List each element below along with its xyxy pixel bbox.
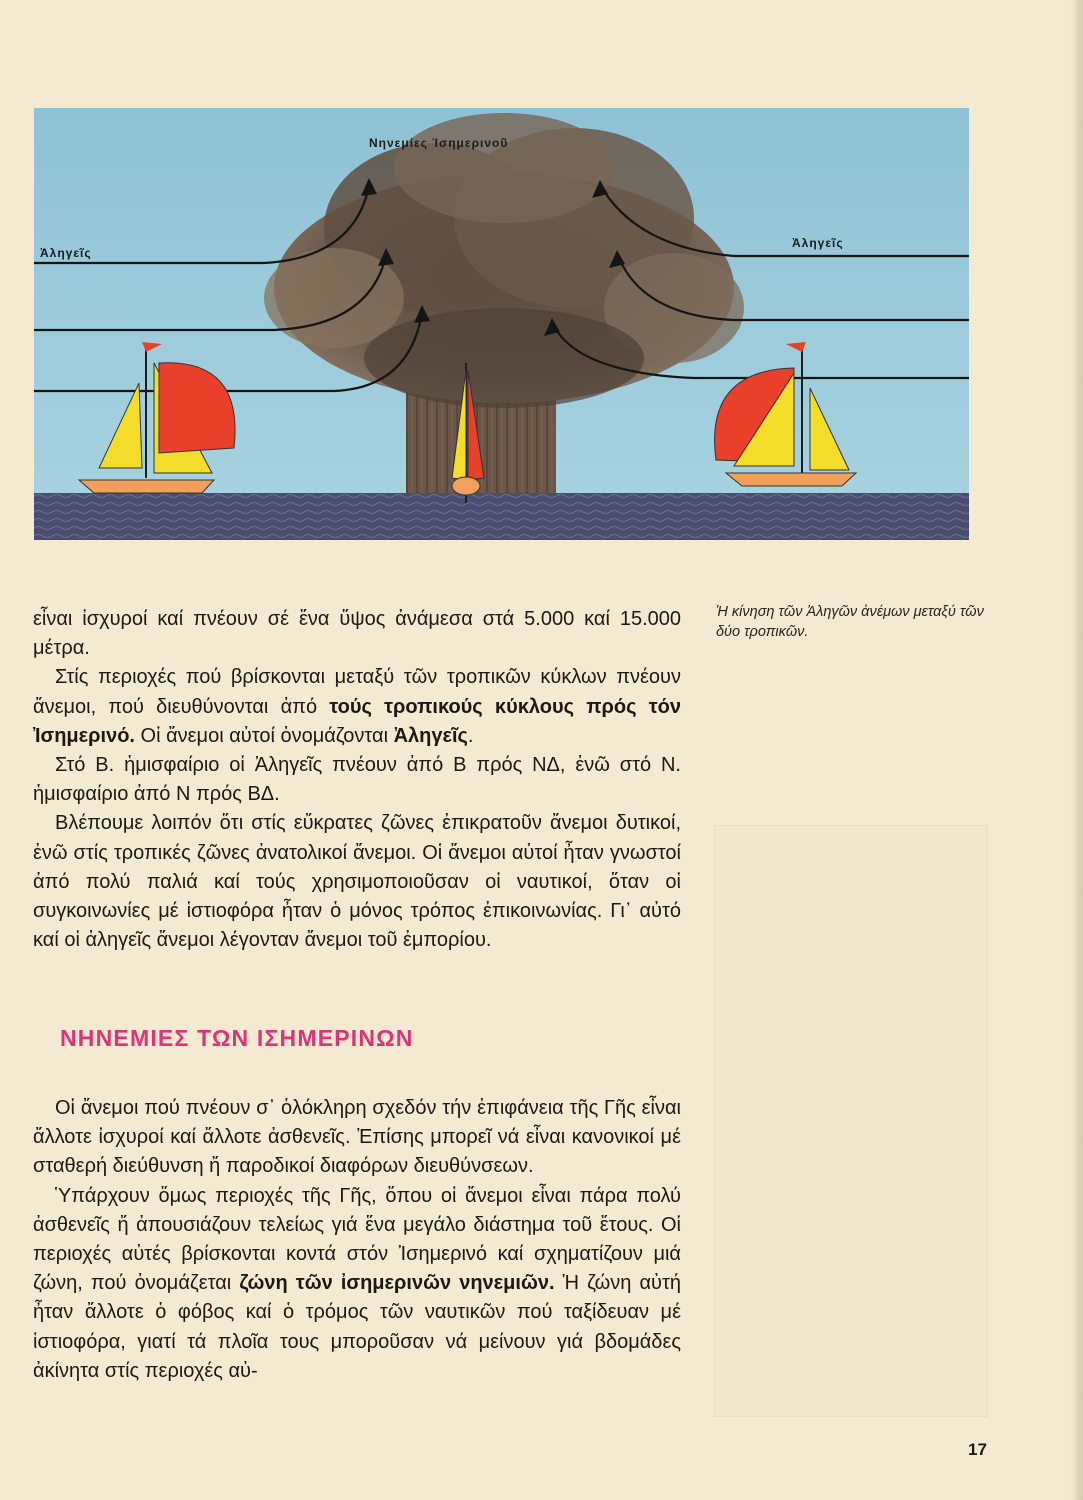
label-trade-winds-left: Ἀληγεῖς <box>40 246 92 260</box>
paragraph: Στό Β. ἡμισφαίριο οἱ Ἀληγεῖς πνέουν ἀπό Β πρός ΝΔ, ἐνῶ στό Ν. ἡμισφαίριο ἀπό Ν πρός ΒΔ. <box>33 754 681 806</box>
text-run: Στίς περιοχές πού βρίσκονται μεταξύ τῶν τροπικῶν κύκλων πνέουν ἄνεμοι, πού διευθύνονται ἀπό <box>33 666 681 718</box>
text-run: Ὑπάρχουν ὅμως περιοχές τῆς Γῆς, ὅπου οἱ ἄνεμοι εἶναι πάρα πολύ ἀσθενεῖς ἤ ἀπουσιάζουν τελείως γιά ἕνα μεγάλο διάστημα τοῦ ἔτους. Οἱ περιοχές αὐτές βρίσκονται κοντά στόν Ἰσημερινό καί σχηματίζουν μιά ζώνη, πού ὀνομάζεται <box>33 1184 681 1295</box>
emphasis-term: ζώνη τῶν ἰσημερινῶν νηνεμιῶν. <box>239 1272 555 1295</box>
page-number: 17 <box>968 1440 987 1459</box>
paragraph-calm-zone <box>33 1182 681 1386</box>
text-run: . <box>467 724 474 747</box>
paragraph: Βλέπουμε λοιπόν ὅτι στίς εὔκρατες ζῶνες ἐπικρατοῦν ἄνεμοι δυτικοί, ἐνῶ στίς τροπικές ζῶνες ἀνατολικοί ἄνεμοι. Οἱ ἄνεμοι αὐτοί ἦταν γνωστοί ἀπό πολύ παλιά καί τούς χρησιμοποιοῦσαν οἱ ναυτικοί, ὅταν οἱ συγκοινωνίες μέ ἱστιοφόρα ἦταν ὁ μόνος τρόπος ἐπικοινωνίας. Γι᾿ αὐτό καί οἱ ἀληγεῖς ἄνεμοι λέγονταν ἄνεμοι τοῦ ἐμπορίου. <box>33 812 681 952</box>
paragraph: εἶναι ἰσχυροί καί πνέουν σέ ἕνα ὕψος ἀνάμεσα στά 5.000 καί 15.000 μέτρα. <box>33 608 681 660</box>
text-run: Ἡ ζώνη αὐτή ἦταν ἄλλοτε ὁ φόβος καί ὁ τρόμος τῶν ναυτικῶν πού ταξίδευαν μέ ἱστιοφόρα, γιατί τά πλοῖα τους μποροῦσαν νά μείνουν γιά βδομάδες ἀκίνητα στίς περιοχές αὐ- <box>33 1272 682 1382</box>
sea <box>34 493 969 540</box>
paragraph-trade-winds-definition <box>33 663 681 751</box>
section-heading: ΝΗΝΕΜΙΕΣ ΤΩΝ ΙΣΗΜΕΡΙΝΩΝ <box>60 1025 414 1051</box>
label-trade-winds-right: Ἀληγεῖς <box>792 236 844 250</box>
emphasis-term: Ἀληγεῖς <box>393 724 468 747</box>
paragraph: Οἱ ἄνεμοι πού πνέουν σ᾿ ὁλόκληρη σχεδόν τήν ἐπιφάνεια τῆς Γῆς εἶναι ἄλλοτε ἰσχυροί καί ἄλλοτε ἀσθενεῖς. Ἐπίσης μπορεῖ νά εἶναι κανονικοί μέ σταθερή διεύθυνση ἤ παροδικοί διαφόρων διευθύνσεων. <box>33 1097 681 1178</box>
body-text-block-2 <box>33 1094 681 1386</box>
faint-show-through-box <box>714 825 988 1417</box>
trade-winds-illustration <box>34 108 969 540</box>
label-equatorial-calms: Νηνεμίες Ίσημερινοῦ <box>369 136 509 150</box>
text-run: Οἱ ἄνεμοι αὐτοί ὀνομάζονται <box>134 724 394 747</box>
page-edge-shadow <box>1071 0 1083 1500</box>
emphasis-text: τούς τροπικούς κύκλους πρός τόν Ἰσημερινό. <box>33 695 681 747</box>
body-text-block-1 <box>33 605 681 955</box>
figure-caption: Ἡ κίνηση τῶν Ἀληγῶν ἀνέμων μεταξύ τῶν δύο τροπικῶν. <box>716 604 984 640</box>
illustration-svg <box>34 108 969 540</box>
